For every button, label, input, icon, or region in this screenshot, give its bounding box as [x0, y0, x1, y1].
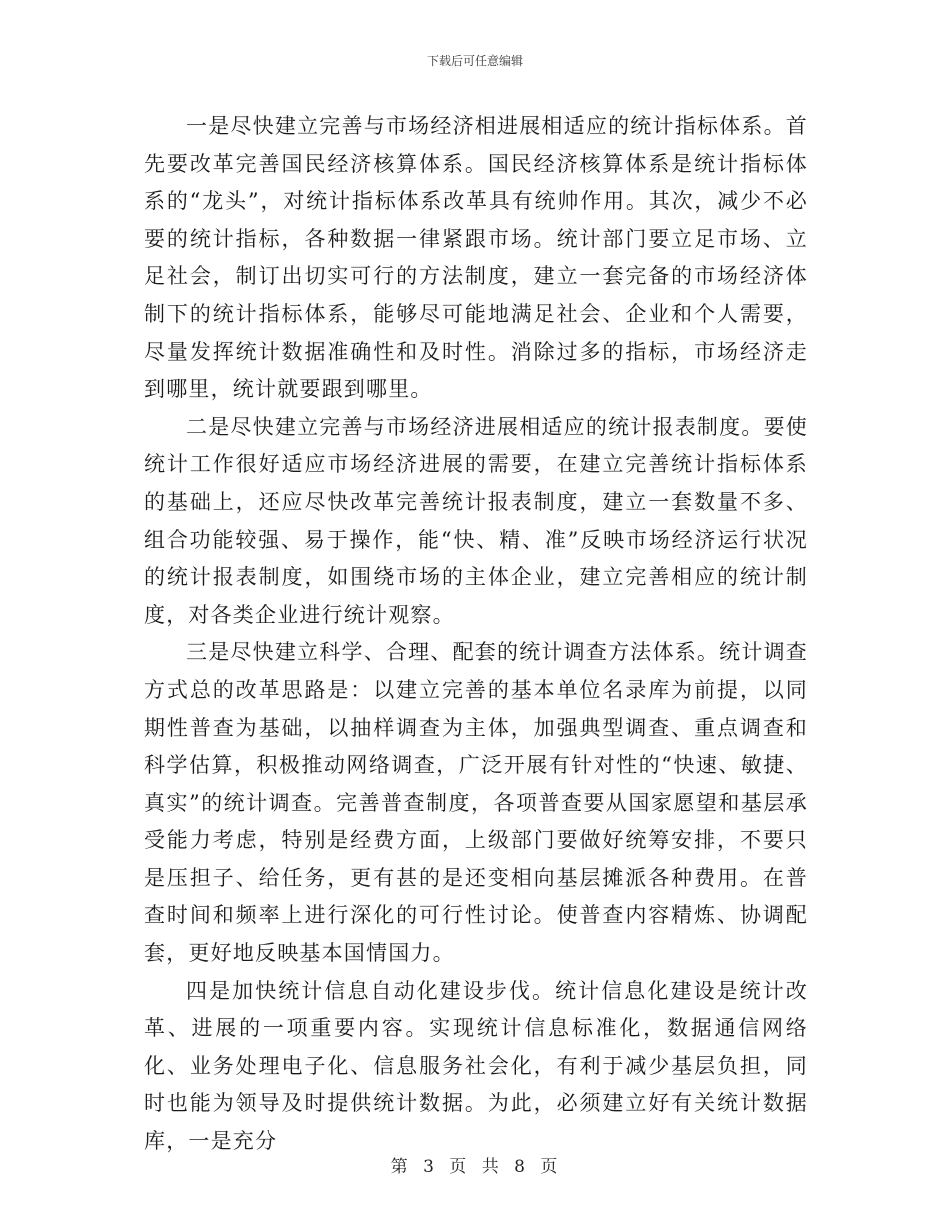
footer-current-page: 3	[423, 1157, 436, 1177]
footer-total-pages: 8	[514, 1157, 527, 1177]
footer-prefix: 第	[390, 1157, 410, 1177]
document-body	[144, 108, 808, 1161]
paragraph-1: 一是尽快建立完善与市场经济相进展相适应的统计指标体系。首先要改革完善国民经济核算体系。国民经济核算体系是统计指标体系的“龙头”，对统计指标体系改革具有统帅作用。其次，减少不必要的统计指标，各种数据一律紧跟市场。统计部门要立足市场、立足社会，制订出切实可行的方法制度，建立一套完备的市场经济体制下的统计指标体系，能够尽可能地满足社会、企业和个人需要，尽量发挥统计数据准确性和及时性。消除过多的指标，市场经济走到哪里，统计就要跟到哪里。	[144, 114, 808, 402]
paragraph-3: 三是尽快建立科学、合理、配套的统计调查方法体系。统计调查方式总的改革思路是：以建立完善的基本单位名录库为前提，以同期性普查为基础，以抽样调查为主体，加强典型调查、重点调查和科学估算，积极推动网络调查，广泛开展有针对性的“快速、敏捷、真实”的统计调查。完善普查制度，各项普查要从国家愿望和基层承受能力考虑，特别是经费方面，上级部门要做好统筹安排，不要只是压担子、给任务，更有甚的是还变相向基层摊派各种费用。在普查时间和频率上进行深化的可行性讨论。使普查内容精炼、协调配套，更好地反映基本国情国力。	[144, 640, 808, 966]
page-header-note: 下载后可任意编辑	[426, 54, 523, 68]
page-footer	[0, 1152, 950, 1177]
paragraph-4: 四是加快统计信息自动化建设步伐。统计信息化建设是统计改革、进展的一项重要内容。实现统计信息标准化，数据通信网络化、业务处理电子化、信息服务社会化，有利于减少基层负担，同时也能为领导及时提供统计数据。为此，必须建立好有关统计数据库，一是充分	[144, 978, 808, 1154]
footer-total-word: 共	[481, 1157, 501, 1177]
footer-page-word: 页	[449, 1157, 469, 1177]
paragraph-2: 二是尽快建立完善与市场经济进展相适应的统计报表制度。要使统计工作很好适应市场经济进展的需要，在建立完善统计指标体系的基础上，还应尽快改革完善统计报表制度，建立一套数量不多、组合功能较强、易于操作，能“快、精、准”反映市场经济运行状况的统计报表制度，如围绕市场的主体企业，建立完善相应的统计制度，对各类企业进行统计观察。	[144, 414, 808, 627]
footer-suffix: 页	[540, 1157, 560, 1177]
